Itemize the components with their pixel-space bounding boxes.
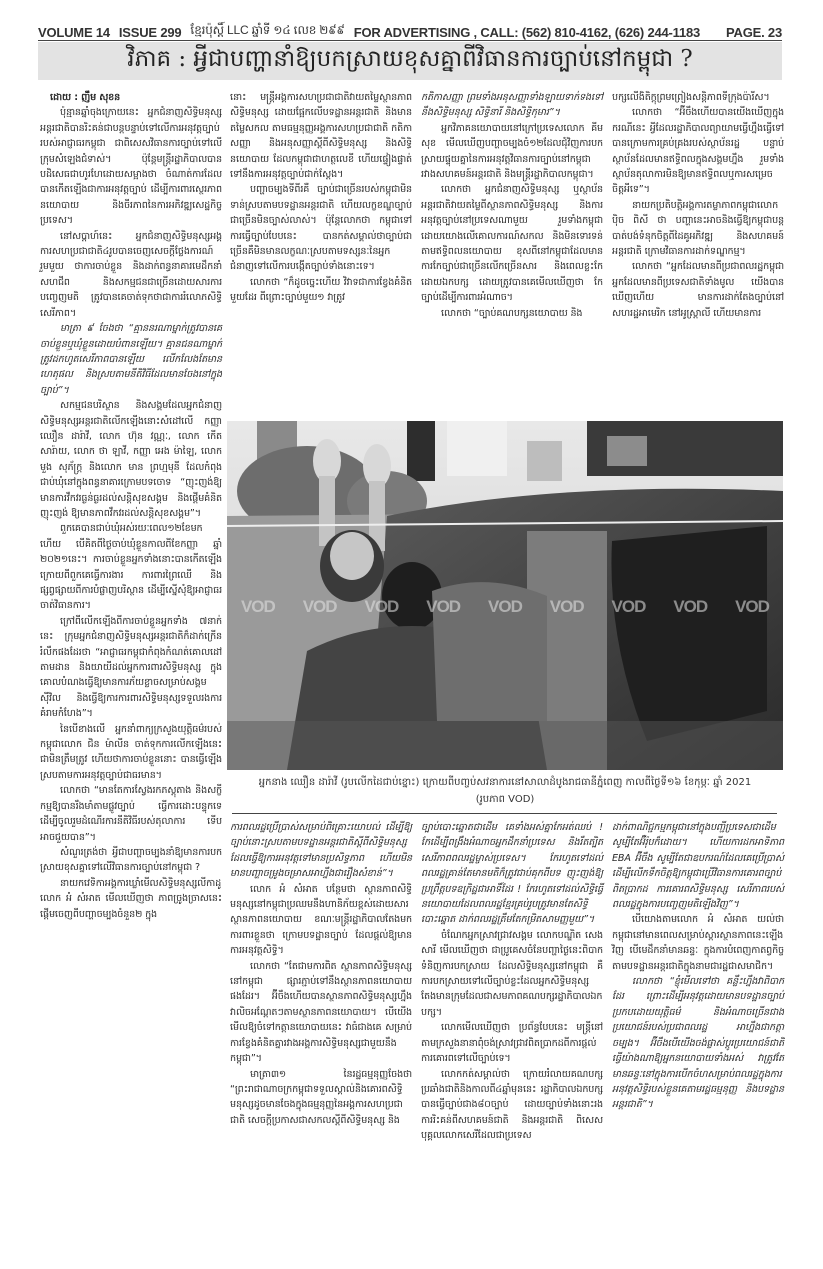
paragraph: លោកថា “តែជាមការពិត ស្ថានភាពសិទ្ធិមនុស្សនៅកម្ពុជា ផ្សារភ្ជាប់ទៅនឹងស្ថានភាពនយោបាយផងដែរ។ អ៊ីចឹងហើយបានស្ថានភាពសិទ្ធិមនុស្សហ្នឹង វាលិចអណ្តែតៗតាមស្ថានភាពនយោបាយ។ បើយើងមើលឱ្យចំទៅកត្តានយោបាយនេះ វាធំជាងគេ សម្រាប់ការខ្វែងគំនិតគ្នារវាងអង្គការសិទ្ធិមនុស្សជាមួយនឹងកម្ពុជា”។ [230,960,412,1065]
article-title-bar [38,42,782,80]
caption-line-1: អ្នកនាង ឈឿន ដារ៉ាវី (រូបលើកដៃជាប់ខ្នោះ) ក្រោយពីបញ្ចប់សវនាការនៅសាលាដំបូងរាជធានីភ្នំពេញ កាលពីថ្ងៃទី១៦ ខែកុម្ភៈ ឆ្នាំ 2021 [258,777,752,788]
watermark-text: VOD [549,597,584,616]
quote: កតិកាសញ្ញា ព្រមទាំងអនុសញ្ញាទាំងឡាយទាក់ទងទៅនឹងសិទ្ធិមនុស្ស សិទ្ធិនារី និងសិទ្ធិកុមារ”។ [421,92,603,119]
quote: ការពលរដ្ឋប្រើប្រាស់សម្រាប់ពិគ្រោះយោបល់ ដើម្បីឱ្យច្បាប់នោះស្របតាមបទដ្ឋានអន្តរជាតិស្តីពីសិទ្ធិមនុស្ស ដែលធ្វើឱ្យការអនុវត្តទៅមានប្រសិទ្ធភាព ហើយមិនមានបញ្ហាចម្រូងចម្រាសអាហ្នឹងជារឿងសំខាន់”។ [230,822,412,880]
caption-divider [232,813,777,814]
page-number: PAGE. 23 [726,25,782,40]
column-3-bottom [421,820,603,1144]
article-title: វិភាគ : អ្វីជាបញ្ហានាំឱ្យបកស្រាយខុសគ្នាពីវិធានការច្បាប់នៅកម្ពុជា ? [127,45,693,72]
paragraph: លោកថា អ្នកជំនាញសិទ្ធិមនុស្ស ឬស្ថាប័នអន្តរជាតិវាយតម្លៃពីស្ថានភាពសិទ្ធិមនុស្ស និងការអនុវត្តច្បាប់នៅប្រទេសណាមួយ រួមទាំងកម្ពុជា ដោយយោងលើគោលការណ៍សកល និងមិនទោរទន់តាមឥទ្ធិពលនយោបាយ ខុសពីនៅកម្ពុជាដែលមានការកែច្បាប់ជាច្រើនលើកច្រើនសារ និងពេលខ្លះកែដោយឯកបក្ស ដោយត្រូវបានគេមើលឃើញថា កែច្បាប់ដើម្បីការពារអំណាច។ [421,184,603,304]
column-2-top [230,90,412,306]
paragraph [40,321,222,398]
byline: ដោយ : ញឹម សុខន [50,92,121,103]
watermark-text: VOD [673,597,708,616]
paragraph: លោក អំ សំអាត បន្ថែមថា ស្ថានភាពសិទ្ធិមនុស្សនៅកម្ពុជាប្រឈមនឹងហានិភ័យខ្ពស់ដោយសារស្ថានភាពនយោបាយ ខណៈមន្ត្រីរដ្ឋាភិបាលតែងមកការពារខ្លួនថា ក្រោមបទដ្ឋានច្បាប់ ដែលផ្តល់ឱ្យមានការអនុវត្តសិទ្ធិ។ [230,883,412,957]
watermark-text: VOD [488,597,522,616]
paragraph: ក្រៅពីលើកឡើងពីការចាប់ខ្លួនអ្នកទាំង ៧នាក់នេះ ក្រុមអ្នកជំនាញសិទ្ធិមនុស្សអន្តរជាតិក៏ដាក់ក្រើនរំលឹកផងដែរថា “អាជ្ញាធរកម្ពុជាកំពុងកំណត់គោលដៅតាមដាន និងយាយីដល់អ្នកការពារសិទ្ធិមនុស្ស ក្នុងគោលបំណងធ្វើឱ្យមានការភ័យខ្លាចសម្រាប់សង្គមស៊ីវិល និងធ្វើឱ្យការការពារសិទ្ធិមនុស្សទទួលរងការគំរាមកំហែង”។ [40,615,222,720]
paragraph: សំណួរត្រង់ថា អ្វីជាបញ្ហាចម្បងនាំឱ្យមានការបកស្រាយខុសគ្នាទៅលើវិធានការច្បាប់នៅកម្ពុជា ? [40,846,222,874]
paragraph: បើយោងតាមលោក អំ សំអាត យល់ថា កម្ពុជានៅមានពេលសម្រាប់ស្តារស្ថានភាពនេះឡើងវិញ បើមេដឹកនាំមានឆន្ទៈ ក្នុងការបំពេញកាតព្វកិច្ចតាមបទដ្ឋានអន្តរជាតិក្នុងនាមជារដ្ឋជាសមាជិក។ [612,914,784,972]
paragraph: នោះ មន្ត្រីអង្គការសហប្រជាជាតិវាយតម្លៃស្ថានភាពសិទ្ធិមនុស្ស ដោយផ្អែកលើបទដ្ឋានអន្តរជាតិ និងមានតម្លៃសកល តាមធម្មនុញ្ញអង្គការសហប្រជាជាតិ កតិកាសញ្ញា និងអនុសញ្ញាស្តីពីសិទ្ធិមនុស្ស និងសិទ្ធិនយោបាយ ដែលកម្ពុជាជាហត្ថលេខី ហើយផ្ទៀងផ្ទាត់ទៅនឹងការអនុវត្តច្បាប់ជាក់ស្តែង។ [230,92,412,181]
column-4-bottom [612,820,784,1113]
paragraph [421,90,603,121]
paragraph: លោកថា “ច្បាប់គណបក្សនយោបាយ និង [441,307,583,319]
paragraph: ពួកគេបានជាប់ឃុំអស់រយៈពេល១២ខែមក ហើយ បើគិតពីថ្ងៃចាប់ឃុំខ្លួនកាលពីខែកញ្ញា ឆ្នាំ ២០២១នេះ។ ការចាប់ខ្លួនអ្នកទាំងនោះបានកើតឡើងក្រោយពីពួកគេធ្វើការងារ ការពារព្រៃឈើ និងផ្សព្វផ្សាយពីការបំផ្លាញបរិស្ថាន ដើម្បីស្នើសុំឱ្យអាជ្ញាធរចាត់វិធានការ។ [40,523,222,612]
column-3-top [421,90,603,321]
paragraph: នាយកប្រតិបត្តិអង្គការតម្លាភាពកម្ពុជាលោក ប៉ិច ពិសី ថា បញ្ហានេះអាចនិងធ្វើឱ្យកម្ពុជាបន្តបាត់បង់ទំនុកចិត្តពីដៃគូអភិវឌ្ឍ និងសហគមន៍អន្តរជាតិ ក្រោមវិធានការដាក់ទណ្ឌកម្ម។ [612,199,784,258]
paragraph [421,820,603,928]
photo-arrest-scene [227,421,783,770]
paragraph: លោកថា “មានតែការស្វែងរកភស្តុតាង និងសក្ខីកម្មឱ្យបានរឹងមាំតាមផ្លូវច្បាប់ ធ្វើការដោះបន្ទុកទេ ដើម្បីចូលរួមដំណើរការនីតិវិធីរបស់តុលាការ ទើបអាចជួយបាន”។ [40,785,222,843]
volume-label: VOLUME 14 [38,25,110,40]
photo-caption [227,774,783,808]
masthead-header [38,18,782,41]
watermark-text: VOD [735,597,769,616]
column-2-bottom [230,820,412,1128]
paragraph: លោកមើលឃើញថា ប្រព័ន្ធបែបនេះ មន្ត្រីនៅតាមក្រសួងនានាពុំចង់ស្រាវជ្រាវពិតប្រាកដពីការផ្តល់ការគោរពទៅលើច្បាប់ទេ។ [421,1022,603,1065]
paragraph: បញ្ហាចម្បងទីពីរគឺ ច្បាប់ជាច្រើនរបស់កម្ពុជាមិនទាន់ស្របតាមបទដ្ឋានអន្តរជាតិ ហើយលក្ខខណ្ឌច្បាប់ជាច្រើនមិនច្បាស់លាស់។ ប៉ុន្តែលោកថា កម្ពុជាទៅ ការធ្វើច្បាប់បែបនេះ បានកត់សម្គាល់ថាច្បាប់ជាច្រើនគឺមិនមានលក្ខណៈស្របតាមទស្សនៈនៃអ្នកជំនាញទៅលើការបង្កើតច្បាប់ទាំងនោះទេ។ [230,184,412,273]
watermark-text: VOD [302,597,337,616]
quote: ដាក់ពាណិជ្ជកម្មកម្ពុជានៅក្នុងបញ្ជីប្រទេសជាដើម សូម្បីតែអ៊ឺរ៉ុបក៏ដោយ។ ហើយការដកអាទិភាព EBA អ៊ីចឹង សូម្បីតែជាឧបករណ៍ដែលគេប្រើប្រាស់ ដើម្បីលើកទឹកចិត្តឱ្យកម្ពុជាប្រើវិធានការគោរពច្បាប់ពិតប្រាកដ ការគោរពសិទ្ធិមនុស្ស សេរីភាពរបស់ពលរដ្ឋក្នុងការបញ្ចេញមតិឡើងវិញ”។ [612,822,784,911]
paragraph: លោកកត់សម្គាល់ថា ក្រោយរំលាយគណបក្សប្រឆាំងជាតិនិងកាលពី៤ឆ្នាំមុននេះ រដ្ឋាភិបាលឯកបក្សបានធ្វើច្បាប់ជាង៨០ច្បាប់ ដោយច្បាប់ទាំងនោះរងការរិះគន់ពីសហគមន៍ជាតិ និងអន្តរជាតិ ពិសេសបុគ្គលលោកសេរីដែលជាប្រទេស [421,1068,603,1142]
paragraph: លោកថា “អ៊ីចឹងហើយបានយើងឃើញក្នុងករណីនេះ អ្វីដែលរដ្ឋាភិបាលព្យាយាមធ្វើហ្នឹងធ្វើទៅបានក្រោមការគ្រប់គ្រងរបស់ស្ថាប័នរដ្ឋ បន្ទាប់ស្ថាប័នដែលមានឥទ្ធិពលក្នុងសង្គមហ្នឹង រួមទាំងស្ថាប័នតុលាការមិនឱ្យមានឥទ្ធិពលឬការសម្រេចចិត្តអីទេ”។ [612,107,784,196]
advertising-contact: FOR ADVERTISING , CALL: (562) 810-4162, (626) 244-1183 [353,25,701,40]
paragraph: លោកថា “អ្នកដែលមានពីប្រជាពលរដ្ឋកម្ពុជាអ្នកដែលមានពីប្រទេសជាតិទាំងមូល យើងបានឃើញហើយ មានការដាក់តែងច្បាប់នៅសហរដ្ឋអាមេរិក នៅអូស្ត្រាលី ហើយមានការ [612,261,784,319]
publisher-label: ខ្មែរប៉ុស្តិ៍ LLC ឆ្នាំទី ១៤ លេខ ២៩៩ [190,23,345,37]
news-photo [227,421,783,770]
caption-credit: (រូបភាព VOD) [475,794,535,805]
paragraph: លោកថា “ក៏ដូចច្នេះហើយ វិវាទជាការខ្វែងគំនិតមួយដែរ ពីព្រោះច្បាប់មួយ១ វាត្រូវ [230,276,412,304]
column-4-top [612,90,784,321]
watermark-text: VOD [611,597,646,616]
issue-label: ISSUE 299 [118,25,182,40]
watermark-text: VOD [426,597,461,616]
paragraph [612,820,784,912]
paragraph [612,974,784,1113]
paragraph: ប៉ុន្មានឆ្នាំចុងក្រោយនេះ អ្នកជំនាញសិទ្ធិមនុស្សអន្តរជាតិបានរិះគន់ជាបន្តបន្ទាប់ទៅលើការអនុវត្តច្បាប់របស់អាជ្ញាធរកម្ពុជា ជាពិសេសវិធានការច្បាប់ទៅលើក្រុមសំឡេងជំទាស់។ ប៉ុន្តែមន្ត្រីរដ្ឋាភិបាលបានបដិសេធជាហូរហែដោយសម្អាងថា ចំណាត់ការដែលបានកើតឡើងជាការអនុវត្តច្បាប់ ដើម្បីការពារស្ថេរភាពនយោបាយ និងចីរភាពនៃការអភិវឌ្ឍសេដ្ឋកិច្ចប្រទេស។ [40,107,222,227]
paragraph: នៃបើខាងលើ អ្នកនាំពាក្យក្រសួងយុត្តិធម៌របស់កម្ពុជាលោក ជិន ម៉ាលីន ចាត់ទុកការលើកឡើងនេះជាមិនត្រឹមត្រូវ ហើយថាការចាប់ខ្លួននោះ បានធ្វើឡើងស្របតាមការអនុវត្តច្បាប់ជាធរមាន។ [40,723,222,781]
paragraph: នាយកវេទិកាអង្គការឃ្លាំមើលសិទ្ធិមនុស្សលីកាដូ លោក អំ សំអាត មើលឃើញថា ភាពច្រូងច្រាសនេះផ្តើមចេញពីបញ្ហាចម្បងចំនួន២ ក្នុង [40,877,222,920]
column-1 [40,90,222,922]
quote: ច្បាប់បោះឆ្នោតជាដើម គេទាំងអស់គ្នាកែអត់ឈប់ ! កែដើម្បីពង្រឹងអំណាចអ្នកដឹកនាំប្រទេស និងរឹតត្បិតសេរីភាពពលរដ្ឋម្ចាស់ប្រទេស។ កែរហូតទៅដល់ពលរដ្ឋគ្រាន់តែមានមតិក៏ត្រូវជាប់គុកពីបទ ញុះញង់ឱ្យប្រព្រឹត្តបទឧក្រិដ្ឋជាអាទិ៍ដែរ ! កែរហូតទៅដល់សិទ្ធិធ្វើនយោបាយដែលពលរដ្ឋខ្មែរគ្រប់រូបត្រូវមានតែសិទ្ធិបោះឆ្នោត ដាក់ពលរដ្ឋត្រឹមតែកម្រិតសាមញ្ញមួយ”។ [421,822,603,926]
paragraph: មាត្រា៣១ នៃរដ្ឋធម្មនុញ្ញចែងថា “ព្រះរាជាណាចក្រកម្ពុជាទទួលស្គាល់និងគោរពសិទ្ធិមនុស្សដូចមានចែងក្នុងធម្មនុញ្ញនៃអង្គការសហប្រជាជាតិ សេចក្តីប្រកាសជាសកលស្តីពីសិទ្ធិមនុស្ស និង [230,1068,412,1126]
photo-watermark-row [227,597,783,617]
quote: មាត្រា ៩ ចែងថា “គ្មាននរណាម្នាក់ត្រូវបានគេចាប់ខ្លួនឬឃុំខ្លួនដោយបំពានឡើយ។ គ្មានជនណាម្នាក់ត្រូវដកហូតសេរីភាពបានឡើយ លើកលែងតែមានហេតុផល និងស្របតាមនីតិវិធីដែលមានចែងនៅក្នុងច្បាប់”។ [40,323,222,396]
paragraph [230,820,412,882]
paragraph: បក្សលើងិតិក្តុព្រមព្រៀងសន្តិភាពទីក្រុងប៉ារីស។ [612,92,770,103]
paragraph: នៅសប្តាហ៍នេះ អ្នកជំនាញសិទ្ធិមនុស្សអង្គការសហប្រជាជាតិ៤រូបបានចេញសេចក្តីថ្លែងការណ៍រួមមួយ ថាការចាប់ខ្លួន និងដាក់ពន្ធនាគារមេដឹកនាំសហជីព និងសកម្មជនជាច្រើនដោយសារការបញ្ចេញមតិ ត្រូវបានគេចាត់ទុកថាជាការរំលោភសិទ្ធិសេរីភាព។ [40,230,222,319]
watermark-text: VOD [364,597,399,616]
paragraph: សកម្មជនបរិស្ថាន និងសង្គមដែលអ្នកជំនាញសិទ្ធិមនុស្សអន្តរជាតិលើកឡើងនោះសំដៅលើ កញ្ញា ឈឿន ដារ៉ាវី, លោក ហ៊ុន វណ្ណៈ, លោក កើត សារ៉ាយ, លោក ថា ឡាវី, កញ្ញា អេង ម៉ាឡៃ, លោក មួង សុភ័ក្ត្រ និងលោក មាន ព្រហ្មមុនី ដែលកំពុងជាប់ឃុំនៅក្នុងពន្ធនាគារក្រោមបទចោទ “ញុះញង់ឱ្យមានការវឹកវរធ្ងន់ធ្ងរដល់សន្តិសុខសង្គម និងផ្តើមគំនិតញុះញង់ ឱ្យមានភាពវឹកវរដល់សន្តិសុខសង្គម”។ [40,400,222,519]
paragraph: អ្នកវិភាគនយោបាយនៅក្រៅប្រទេសលោក គីម សុខ មើលឃើញបញ្ហាចម្បងចំ១២ដែលជុំវិញការបកស្រាយផ្ទុយគ្នានៃការអនុវត្តវិធានការច្បាប់នៅកម្ពុជារវាងសហគមន៍អន្តរជាតិ និងមន្ត្រីរដ្ឋាភិបាលកម្ពុជា។ [421,122,603,181]
watermark-text: VOD [240,597,275,616]
quote: លោកថា “ខ្ញុំមើលទៅថា គន្លឹះហ្នឹងវាពិបាកដែរ ព្រោះដើម្បីអនុវត្តដោយមានបទដ្ឋានច្បាប់ប្រកបដោយយុត្តិធម៌ និងអំណាចច្រើនជាងប្រយោជន៍របស់ប្រជាពលរដ្ឋ អាហ្នឹងជាកត្តាចម្បង។ អ៊ីចឹងបើយើងចង់ផ្លាស់ប្តូរប្រយោជន៍ជាតិ ធ្វើយ៉ាងណាឱ្យអ្នកនយោបាយទាំងអស់ វាត្រូវតែមានឆន្ទៈនៅក្នុងការបើកចំហសម្រាប់ពលរដ្ឋក្នុងការអនុវត្តសិទ្ធិរបស់ខ្លួនគេតាមរដ្ឋធម្មនុញ្ញ និងបទដ្ឋានអន្តរជាតិ”។ [612,976,784,1111]
paragraph: ចំណែកអ្នកស្រាវជ្រាវសង្គម លោកបណ្ឌិត សេង សារី មើលឃើញថា ជាប្រូគេសចំនែបញ្ហាថ្ងៃនេះពិបាកទំនិញការបកស្រាយ ដែលសិទ្ធិមនុស្សនៅកម្ពុជា គឺការបកស្រាយទៅលើច្បាប់ខ្លះដែលអ្នកសិទ្ធិមនុស្សតែងមានក្រុមដែលជាសមភាពគណបក្សរដ្ឋាភិបាលឯកបក្ស។ [421,929,603,1018]
